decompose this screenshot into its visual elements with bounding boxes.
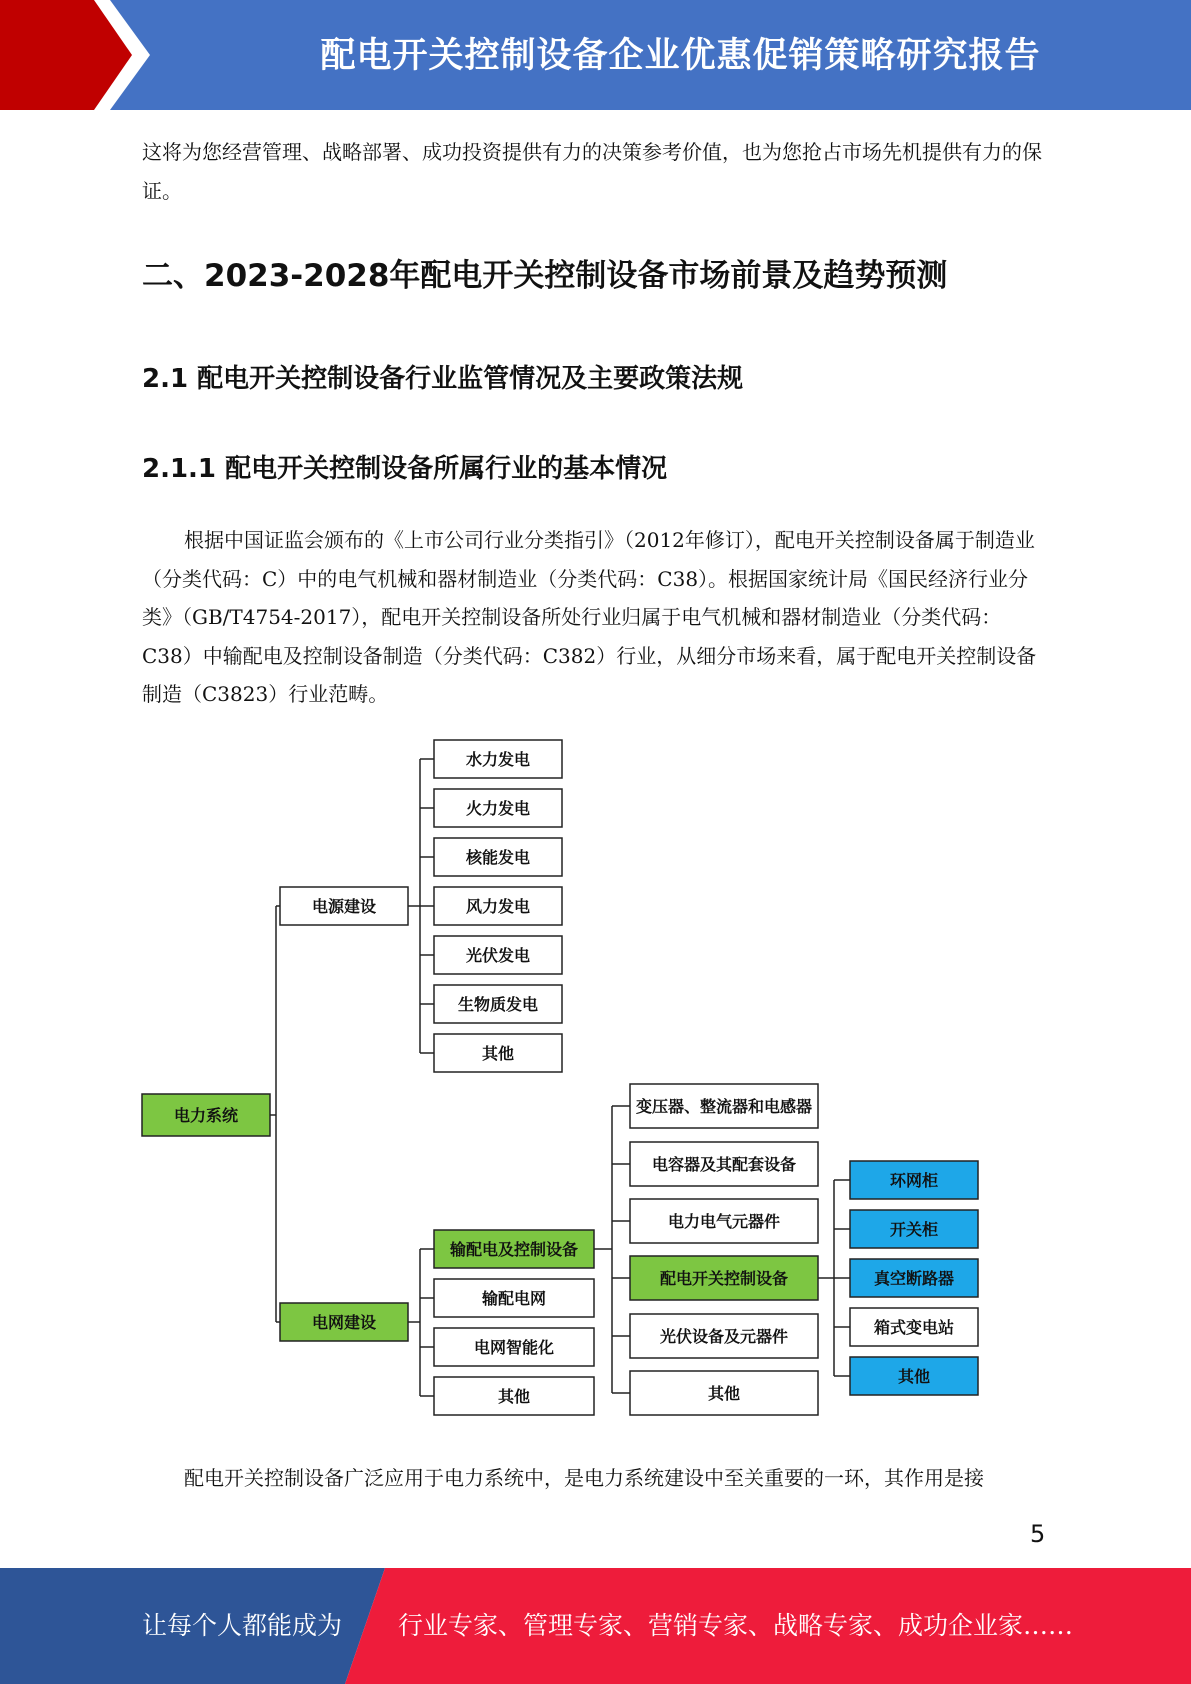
node-label: 开关柜 <box>889 1220 939 1239</box>
node-transmission-network <box>434 1279 594 1317</box>
node-label: 生物质发电 <box>457 995 539 1014</box>
closing-paragraph: 配电开关控制设备广泛应用于电力系统中，是电力系统建设中至关重要的一环，其作用是接 <box>184 1466 984 1490</box>
node-label: 电力系统 <box>173 1106 239 1125</box>
node-label: 环网柜 <box>889 1171 939 1190</box>
node-thermal <box>434 789 562 827</box>
section-heading: 二、2023-2028年配电开关控制设备市场前景及趋势预测 <box>142 258 948 294</box>
node-nuclear <box>434 838 562 876</box>
node-label: 电容器及其配套设备 <box>651 1155 797 1174</box>
report-title: 配电开关控制设备企业优惠促销策略研究报告 <box>320 36 1041 76</box>
node-label: 电力电气元器件 <box>667 1212 781 1231</box>
node-label: 输配电网 <box>481 1289 547 1308</box>
node-label: 配电开关控制设备 <box>659 1269 789 1288</box>
node-label: 真空断路器 <box>873 1269 955 1288</box>
node-power-other <box>434 1034 562 1072</box>
node-label: 其他 <box>497 1387 531 1406</box>
node-grid-other <box>434 1377 594 1415</box>
node-capacitors <box>630 1142 818 1186</box>
node-label: 风力发电 <box>465 897 531 916</box>
node-root <box>142 1094 270 1136</box>
node-switchgear-equipment <box>630 1256 818 1300</box>
node-label: 光伏发电 <box>465 946 531 965</box>
node-label: 水力发电 <box>465 750 531 769</box>
node-smart-grid <box>434 1328 594 1366</box>
node-transmission-equipment <box>434 1230 594 1268</box>
node-power-source <box>280 887 408 925</box>
node-label: 电网建设 <box>311 1313 377 1332</box>
node-ring-main-unit <box>850 1161 978 1199</box>
node-label: 其他 <box>707 1384 741 1403</box>
page-number: 5 <box>1030 1520 1046 1548</box>
node-grid <box>280 1303 408 1341</box>
node-electrical-components <box>630 1199 818 1243</box>
footer-band <box>0 1568 1191 1684</box>
node-label: 光伏设备及元器件 <box>659 1327 789 1346</box>
body-paragraph: 根据中国证监会颁布的《上市公司行业分类指引》（2012年修订），配电开关控制设备属于制造业（分类代码：C）中的电气机械和器材制造业（分类代码：C38）。根据国家统计局《国民经济行业分类》（GB/T4754-2017），配电开关控制设备所处行业归属于电气机械和器材制造业（分类代码：C38）中输配电及控制设备制造（分类代码：C382）行业，从细分市场来看，属于配电开关控制设备制造（C3823）行业范畴。 <box>142 528 1037 706</box>
footer-slogan-right: 行业专家、管理专家、营销专家、战略专家、成功企业家…… <box>398 1611 1074 1640</box>
node-transformers <box>630 1084 818 1128</box>
node-label: 其他 <box>897 1367 931 1386</box>
node-label: 电网智能化 <box>473 1338 555 1357</box>
node-label: 输配电及控制设备 <box>449 1240 579 1259</box>
node-equipment-other <box>630 1371 818 1415</box>
node-hydro <box>434 740 562 778</box>
node-label: 变压器、整流器和电感器 <box>635 1097 813 1116</box>
intro-paragraph: 这将为您经营管理、战略部署、成功投资提供有力的决策参考价值，也为您抢占市场先机提供有力的保证。 <box>142 140 1042 203</box>
node-label: 电源建设 <box>311 897 377 916</box>
node-vacuum-breaker <box>850 1259 978 1297</box>
node-biomass <box>434 985 562 1023</box>
node-label: 核能发电 <box>465 848 531 867</box>
node-wind <box>434 887 562 925</box>
footer-slogan-left: 让每个人都能成为 <box>142 1611 343 1640</box>
subsubsection-heading: 2.1.1 配电开关控制设备所属行业的基本情况 <box>142 454 668 484</box>
node-label: 其他 <box>481 1044 515 1063</box>
node-label: 箱式变电站 <box>873 1318 955 1337</box>
subsection-heading: 2.1 配电开关控制设备行业监管情况及主要政策法规 <box>142 364 744 394</box>
node-switch-cabinet <box>850 1210 978 1248</box>
node-pv-equipment <box>630 1314 818 1358</box>
node-switchgear-other <box>850 1357 978 1395</box>
node-box-substation <box>850 1308 978 1346</box>
node-label: 火力发电 <box>465 799 531 818</box>
node-solar <box>434 936 562 974</box>
